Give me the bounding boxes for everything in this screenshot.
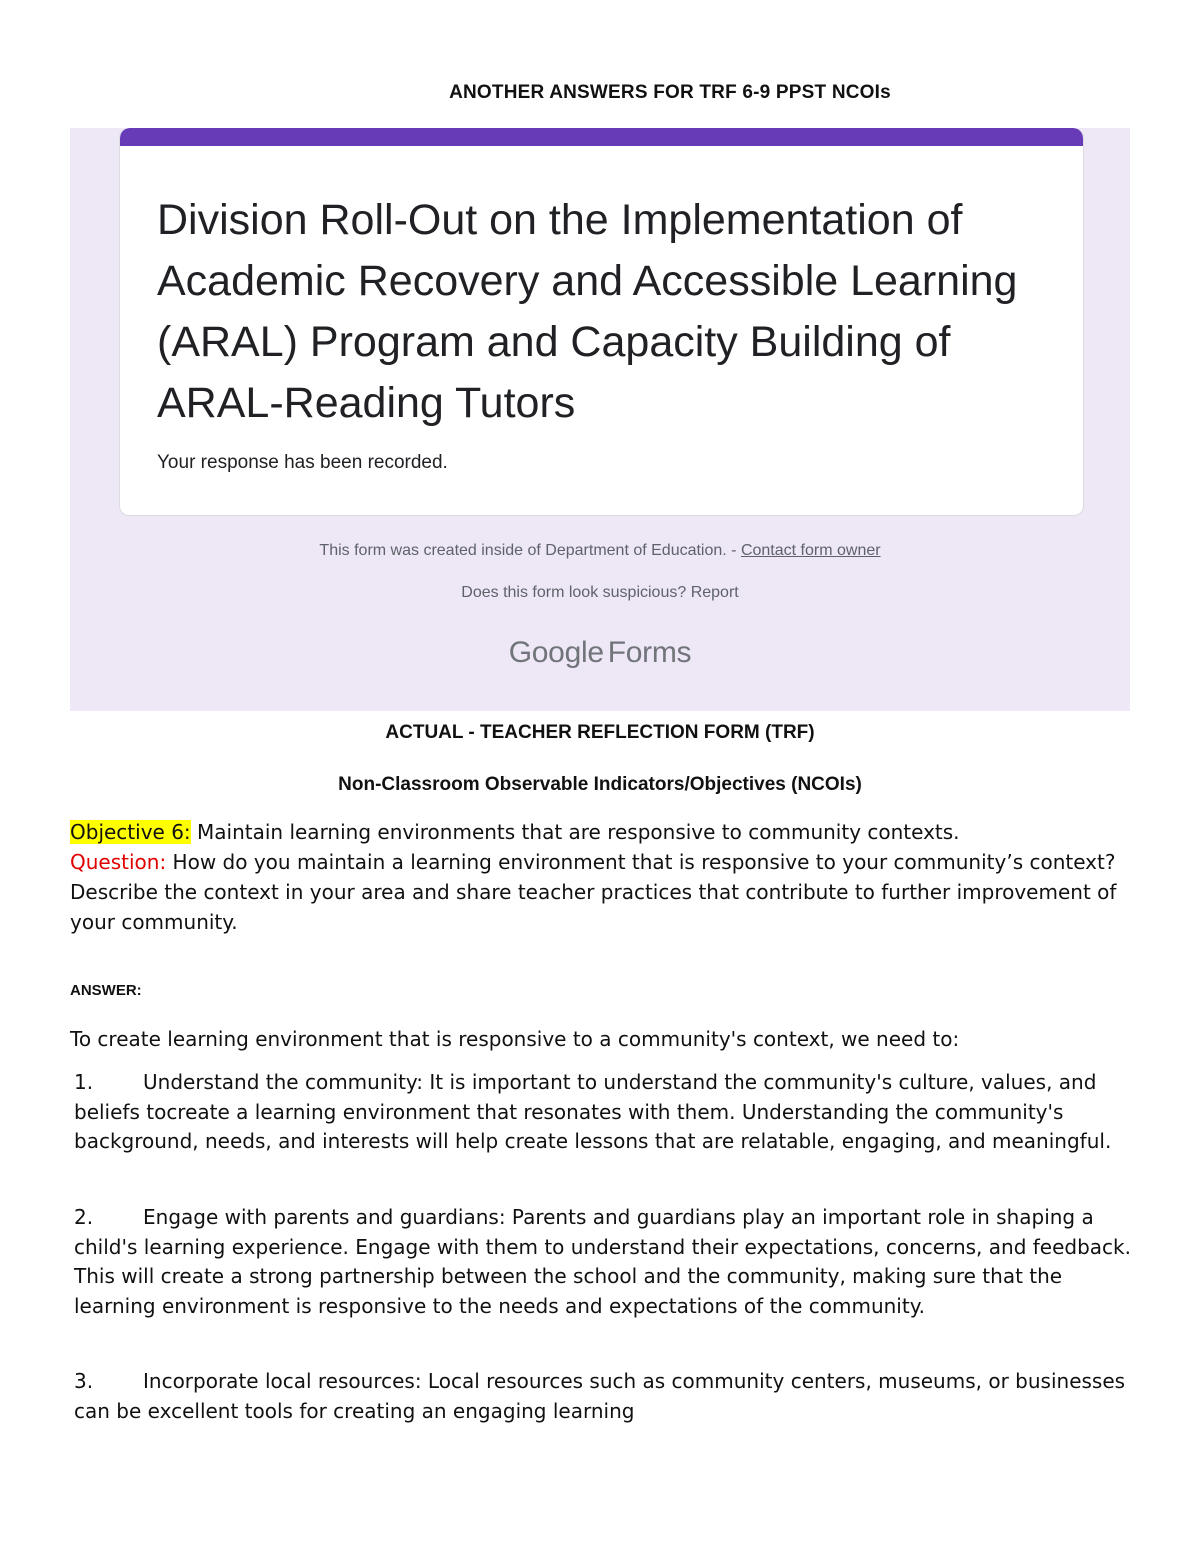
answer-label: ANSWER: bbox=[70, 982, 142, 999]
form-created-notice bbox=[70, 542, 1130, 560]
question-text: How do you maintain a learning environment that is responsive to your community’s context? Describe the context in your area and share teacher practices that contribute to further improvement of your community. bbox=[70, 850, 1117, 934]
answer-list-item bbox=[74, 1068, 1144, 1157]
answer-list-item bbox=[74, 1203, 1144, 1321]
list-item-number: 3. bbox=[74, 1369, 94, 1393]
list-item-number: 2. bbox=[74, 1205, 94, 1229]
ncoi-subheading: Non-Classroom Observable Indicators/Objectives (NCOIs) bbox=[338, 774, 862, 795]
trf-heading: ACTUAL - TEACHER REFLECTION FORM (TRF) bbox=[385, 722, 815, 743]
objective-label: Objective 6: bbox=[70, 820, 191, 844]
document-title: ANOTHER ANSWERS FOR TRF 6-9 PPST NCOIs bbox=[449, 82, 891, 103]
form-card bbox=[119, 128, 1084, 516]
list-item-text: Engage with parents and guardians: Parents and guardians play an important role in shaping a child's learning experience. Engage with them to understand their expectations, concerns, and feedback. This will create a strong partnership between the school and the community, making sure that the learning environment is responsive to the needs and expectations of the community. bbox=[74, 1205, 1131, 1318]
created-inside-text: This form was created inside of Department of Education. - bbox=[319, 542, 737, 559]
answer-list-item bbox=[74, 1367, 1144, 1426]
google-wordmark: Google bbox=[508, 636, 604, 669]
objective-text: Maintain learning environments that are responsive to community contexts. bbox=[190, 820, 960, 844]
objective-block bbox=[70, 817, 1150, 937]
report-suspicious-link[interactable]: Does this form look suspicious? Report bbox=[461, 584, 739, 601]
response-recorded-message: Your response has been recorded. bbox=[157, 452, 448, 473]
google-forms-screenshot bbox=[70, 128, 1130, 711]
google-forms-logo bbox=[70, 636, 1130, 670]
list-item-text: Understand the community: It is important to understand the community's culture, values, and beliefs tocreate a learning environment that resonates with them. Understanding the community's background, needs, and interests will help create lessons that are relatable, engaging, and meaningful. bbox=[74, 1070, 1112, 1153]
form-accent-bar bbox=[120, 128, 1083, 146]
question-label: Question: bbox=[70, 850, 167, 874]
form-title: Division Roll-Out on the Implementation of Academic Recovery and Accessible Learning (ARAL) Program and Capacity Building of ARAL-Reading Tutors bbox=[157, 196, 1018, 427]
list-item-text: Incorporate local resources: Local resources such as community centers, museums, or businesses can be excellent tools for creating an engaging learning bbox=[74, 1369, 1126, 1423]
contact-form-owner-link[interactable]: Contact form owner bbox=[740, 542, 881, 559]
forms-wordmark: Forms bbox=[607, 636, 692, 669]
list-item-number: 1. bbox=[74, 1070, 94, 1094]
answer-intro: To create learning environment that is responsive to a community's context, we need to: bbox=[70, 1027, 960, 1051]
